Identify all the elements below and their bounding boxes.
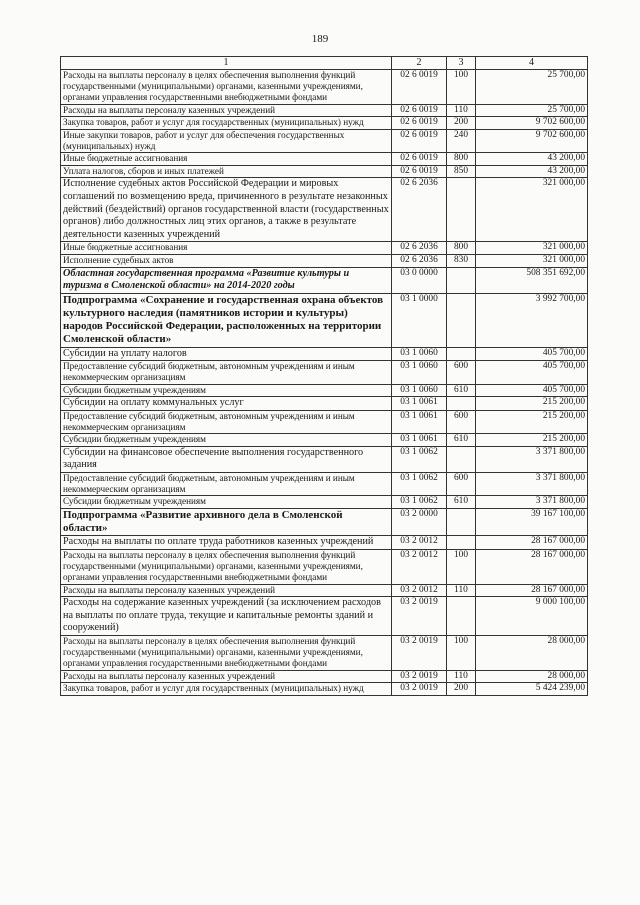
table-row — [61, 496, 588, 509]
row-code: 02 6 2036 — [392, 254, 447, 267]
row-type: 100 — [447, 549, 476, 584]
table-row — [61, 178, 588, 242]
table-row — [61, 384, 588, 397]
row-amount: 28 000,00 — [476, 670, 588, 683]
table-header-row — [61, 57, 588, 70]
row-amount: 3 371 800,00 — [476, 472, 588, 495]
row-name: Иные бюджетные ассигнования — [61, 153, 392, 166]
table-row — [61, 254, 588, 267]
row-type — [447, 508, 476, 535]
table-row — [61, 635, 588, 670]
row-amount: 215 200,00 — [476, 397, 588, 411]
row-type — [447, 597, 476, 636]
row-code: 03 1 0061 — [392, 410, 447, 433]
table-row — [61, 472, 588, 495]
row-amount: 405 700,00 — [476, 347, 588, 361]
table-row — [61, 165, 588, 178]
row-type: 830 — [447, 254, 476, 267]
table-row — [61, 410, 588, 433]
page-number: 189 — [311, 33, 329, 45]
row-amount: 39 167 100,00 — [476, 508, 588, 535]
row-name: Предоставление субсидий бюджетным, автономным учреждениям и иным некоммерческим организациям — [61, 472, 392, 495]
row-name: Расходы на выплаты персоналу казенных учреждений — [61, 584, 392, 597]
table-row — [61, 683, 588, 696]
row-name: Исполнение судебных актов — [61, 254, 392, 267]
row-code: 03 2 0019 — [392, 683, 447, 696]
row-code: 03 2 0000 — [392, 508, 447, 535]
row-type: 200 — [447, 683, 476, 696]
table-row — [61, 153, 588, 166]
row-name: Субсидии бюджетным учреждениям — [61, 384, 392, 397]
row-name: Исполнение судебных актов Российской Федерации и мировых соглашений по возмещению вреда, причиненного в результате незаконных действий (бездействий) органов государственной власти (государственных органов) либо должностных лиц этих органов, а также в результате деятельности казенных учреждений — [61, 178, 392, 242]
row-type: 240 — [447, 129, 476, 152]
row-code: 02 6 0019 — [392, 70, 447, 105]
row-amount: 321 000,00 — [476, 242, 588, 255]
row-name: Субсидии на уплату налогов — [61, 347, 392, 361]
row-code: 03 1 0062 — [392, 496, 447, 509]
table-row — [61, 597, 588, 636]
table-row — [61, 397, 588, 411]
row-name: Подпрограмма «Развитие архивного дела в Смоленской области» — [61, 508, 392, 535]
row-type: 800 — [447, 242, 476, 255]
row-name: Расходы на выплаты персоналу в целях обеспечения выполнения функций государственными (муниципальными) органами, казенными учреждениями, органами управления государственными внебюджетными фондами — [61, 635, 392, 670]
table-row — [61, 267, 588, 293]
row-code: 03 1 0062 — [392, 446, 447, 472]
row-type: 600 — [447, 410, 476, 433]
column-header-4: 4 — [476, 57, 588, 70]
row-type: 800 — [447, 153, 476, 166]
row-type: 110 — [447, 670, 476, 683]
row-code: 02 6 0019 — [392, 165, 447, 178]
row-amount: 321 000,00 — [476, 178, 588, 242]
row-name: Расходы на выплаты по оплате труда работников казенных учреждений — [61, 536, 392, 550]
table-row — [61, 670, 588, 683]
row-type — [447, 536, 476, 550]
row-amount: 3 371 800,00 — [476, 446, 588, 472]
row-amount: 28 167 000,00 — [476, 549, 588, 584]
row-name: Субсидии на оплату коммунальных услуг — [61, 397, 392, 411]
table-row — [61, 361, 588, 384]
table-row — [61, 508, 588, 535]
row-code: 03 0 0000 — [392, 267, 447, 293]
row-code: 02 6 0019 — [392, 129, 447, 152]
row-code: 03 2 0012 — [392, 549, 447, 584]
row-name: Областная государственная программа «Развитие культуры и туризма в Смоленской области» на 2014-2020 годы — [61, 267, 392, 293]
table-row — [61, 117, 588, 130]
row-amount: 9 702 600,00 — [476, 129, 588, 152]
row-name: Расходы на выплаты персоналу в целях обеспечения выполнения функций государственными (муниципальными) органами, казенными учреждениями, органами управления государственными внебюджетными фондами — [61, 549, 392, 584]
row-amount: 28 000,00 — [476, 635, 588, 670]
row-type: 610 — [447, 434, 476, 447]
row-code: 03 1 0062 — [392, 472, 447, 495]
row-code: 03 1 0061 — [392, 397, 447, 411]
table-row — [61, 549, 588, 584]
row-amount: 3 992 700,00 — [476, 293, 588, 347]
row-name: Закупка товаров, работ и услуг для государственных (муниципальных) нужд — [61, 117, 392, 130]
column-header-1: 1 — [61, 57, 392, 70]
row-name: Уплата налогов, сборов и иных платежей — [61, 165, 392, 178]
row-type: 850 — [447, 165, 476, 178]
row-amount: 215 200,00 — [476, 434, 588, 447]
row-type — [447, 267, 476, 293]
row-type — [447, 446, 476, 472]
table-row — [61, 104, 588, 117]
row-amount: 508 351 692,00 — [476, 267, 588, 293]
row-amount: 43 200,00 — [476, 153, 588, 166]
row-code: 02 6 2036 — [392, 178, 447, 242]
row-amount: 43 200,00 — [476, 165, 588, 178]
row-amount: 405 700,00 — [476, 384, 588, 397]
row-amount: 321 000,00 — [476, 254, 588, 267]
row-code: 03 1 0060 — [392, 384, 447, 397]
row-amount: 5 424 239,00 — [476, 683, 588, 696]
row-name: Субсидии бюджетным учреждениям — [61, 434, 392, 447]
budget-table — [60, 56, 588, 696]
row-amount: 9 702 600,00 — [476, 117, 588, 130]
row-name: Иные бюджетные ассигнования — [61, 242, 392, 255]
row-amount: 28 167 000,00 — [476, 536, 588, 550]
row-amount: 215 200,00 — [476, 410, 588, 433]
row-type: 600 — [447, 361, 476, 384]
row-type — [447, 178, 476, 242]
row-name: Предоставление субсидий бюджетным, автономным учреждениям и иным некоммерческим организациям — [61, 361, 392, 384]
row-code: 03 2 0019 — [392, 635, 447, 670]
row-code: 03 1 0000 — [392, 293, 447, 347]
row-type: 110 — [447, 584, 476, 597]
table-row — [61, 129, 588, 152]
row-type: 200 — [447, 117, 476, 130]
row-type: 610 — [447, 496, 476, 509]
row-amount: 3 371 800,00 — [476, 496, 588, 509]
row-code: 03 1 0061 — [392, 434, 447, 447]
row-name: Иные закупки товаров, работ и услуг для обеспечения государственных (муниципальных) нужд — [61, 129, 392, 152]
row-name: Закупка товаров, работ и услуг для государственных (муниципальных) нужд — [61, 683, 392, 696]
row-code: 02 6 2036 — [392, 242, 447, 255]
row-type — [447, 293, 476, 347]
row-amount: 25 700,00 — [476, 104, 588, 117]
row-code: 03 2 0019 — [392, 670, 447, 683]
row-name: Подпрограмма «Сохранение и государственная охрана объектов культурного наследия (памятников истории и культуры) народов Российской Федерации, расположенных на территории Смоленской области» — [61, 293, 392, 347]
row-name: Расходы на выплаты персоналу в целях обеспечения выполнения функций государственными (муниципальными) органами, казенными учреждениями, органами управления государственными внебюджетными фондами — [61, 70, 392, 105]
row-code: 03 2 0019 — [392, 597, 447, 636]
row-type: 610 — [447, 384, 476, 397]
row-code: 03 1 0060 — [392, 347, 447, 361]
column-header-2: 2 — [392, 57, 447, 70]
row-name: Субсидии на финансовое обеспечение выполнения государственного задания — [61, 446, 392, 472]
row-type: 600 — [447, 472, 476, 495]
row-amount: 25 700,00 — [476, 70, 588, 105]
row-type: 110 — [447, 104, 476, 117]
row-type: 100 — [447, 70, 476, 105]
table-row — [61, 536, 588, 550]
row-code: 02 6 0019 — [392, 117, 447, 130]
table-row — [61, 293, 588, 347]
table-row — [61, 70, 588, 105]
row-code: 03 2 0012 — [392, 584, 447, 597]
column-header-3: 3 — [447, 57, 476, 70]
row-amount: 28 167 000,00 — [476, 584, 588, 597]
row-type: 100 — [447, 635, 476, 670]
table-row — [61, 347, 588, 361]
row-code: 02 6 0019 — [392, 153, 447, 166]
row-code: 02 6 0019 — [392, 104, 447, 117]
row-name: Расходы на выплаты персоналу казенных учреждений — [61, 670, 392, 683]
table-row — [61, 446, 588, 472]
row-amount: 405 700,00 — [476, 361, 588, 384]
row-amount: 9 000 100,00 — [476, 597, 588, 636]
table-row — [61, 434, 588, 447]
row-name: Расходы на выплаты персоналу казенных учреждений — [61, 104, 392, 117]
row-type — [447, 347, 476, 361]
row-name: Предоставление субсидий бюджетным, автономным учреждениям и иным некоммерческим организациям — [61, 410, 392, 433]
row-name: Расходы на содержание казенных учреждений (за исключением расходов на выплаты по оплате труда, текущие и капитальные ремонты зданий и сооружений) — [61, 597, 392, 636]
table-row — [61, 584, 588, 597]
row-name: Субсидии бюджетным учреждениям — [61, 496, 392, 509]
row-type — [447, 397, 476, 411]
row-code: 03 2 0012 — [392, 536, 447, 550]
table-row — [61, 242, 588, 255]
row-code: 03 1 0060 — [392, 361, 447, 384]
